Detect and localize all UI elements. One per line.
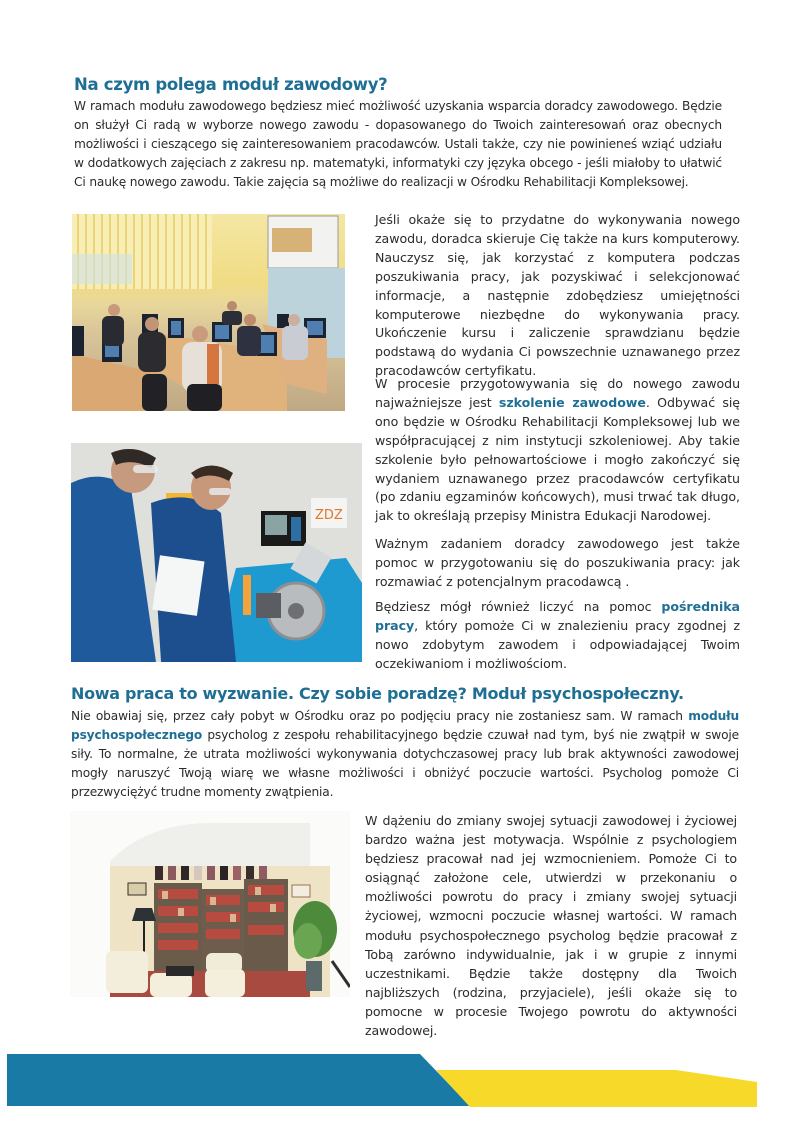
vocational-training-highlight: szkolenie zawodowe [498,394,646,410]
computer-course-paragraph: Jeśli okaże się to przydatne do wykonywania nowego zawodu, doradca skieruje Cię także na kurs komputerowy. Nauczysz się, jak korzystać z komputera podczas poszukiwania pracy, jak pozyskiwać i selekcjonować informacje, a następnie zdobędziesz umiejętności komputerowe niezbędne do wykonywania pracy. Ukończenie kursu i zaliczenie sprawdzianu będzie podstawą do wydania Ci powszechnie uznawanego przez pracodawców certyfikatu. [375,212,740,379]
lathe-training-photo [71,443,362,662]
vocational-training-paragraph [375,375,740,526]
psychosocial-module-highlight: modułu psychospołecznego [71,709,739,742]
footer-blue-stripe [7,1054,470,1106]
section-heading-psychosocial-module: Nowa praca to wyzwanie. Czy sobie poradzę? Moduł psychospołeczny. [71,684,684,703]
vocational-intro-paragraph: W ramach modułu zawodowego będziesz mieć możliwość uzyskania wsparcia doradcy zawodowego. Będzie on służył Ci radą w wyborze nowego zawodu - dopasowanego do Twoich zainteresowań oraz obecnych możliwości i cieszącego się zainteresowaniem pracodawców. Ustali także, czy nie powinieneś wziąć udziału w dodatkowych zajęciach z zakresu np. matematyki, informatyki czy języka obcego - jeśli miałoby to ułatwić Ci naukę nowego zawodu. Takie zajęcia są możliwe do realizacji w Ośrodku Rehabilitacji Kompleksowej. [74,99,722,189]
psychosocial-intro-text-end: psycholog z zespołu rehabilitacyjnego będzie czuwał nad tym, byś nie zwątpił w swoje siły. To normalne, że utrata możliwości wykonywania dotychczasowej pracy lub brak aktywności zawodowej mogły naruszyć Twoją wiarę we własne możliwości i obniżyć poczucie wartości. Psycholog pomoże Ci przezwyciężyć trudne momenty zwątpienia. [71,728,739,799]
psychosocial-intro-text-start: Nie obawiaj się, przez cały pobyt w Ośrodku oraz po podjęciu pracy nie zostaniesz sam. W ramach [71,709,689,723]
job-agent-text-end: , który pomoże Ci w znalezieniu pracy zgodnej z nowo zdobytym zawodem i odpowiadającej Twoim oczekiwaniom i możliwościom. [375,617,740,671]
library-lounge-illustration [70,811,350,997]
psychosocial-intro-paragraph [71,707,739,802]
footer-color-band [0,1050,794,1110]
computer-classroom-illustration [72,214,345,411]
section-heading-vocational-module: Na czym polega moduł zawodowy? [74,75,388,94]
job-agent-text-start: Będziesz mógł również liczyć na pomoc [375,599,662,614]
job-search-paragraph: Ważnym zadaniem doradcy zawodowego jest także pomoc w przygotowaniu się do poszukiwania pracy: jak rozmawiać z potencjalnym pracodawcą . [375,536,740,589]
library-lounge-photo [70,811,350,997]
lathe-training-illustration [71,443,362,662]
footer-yellow-stripe [436,1070,757,1107]
zdz-sign-label: ZDZ [315,508,343,523]
vocational-training-text-start: W procesie przygotowywania się do nowego zawodu najważniejsze jest [375,376,740,410]
vocational-training-text-end: . Odbywać się ono będzie w Ośrodku Rehabilitacji Kompleksowej lub we współpracującej z nim instytucji szkoleniowej. Aby takie szkolenie było pełnowartościowe i mogło zakończyć się wydaniem uznawanego przez pracodawców certyfikatu (po zdaniu egzaminów końcowych), musi trwać tak długo, jak to określają przepisy Ministra Edukacji Narodowej. [375,394,740,524]
job-agent-paragraph [375,598,740,674]
job-agent-highlight: pośrednika pracy [375,599,740,633]
computer-classroom-photo [72,214,345,411]
motivation-paragraph: W dążeniu do zmiany swojej sytuacji zawodowej i życiowej bardzo ważna jest motywacja. Wspólnie z psychologiem będziesz pracował nad jej wzmocnieniem. Pomoże Ci to osiągnąć założone cele, utwierdzi w przekonaniu o możliwości powrotu do pracy i zmiany swojej sytuacji życiowej, wzmocni poczucie własnej wartości. W ramach modułu psychospołecznego psycholog będzie pracował z Tobą zarówno indywidualnie, jak i w grupie z innymi uczestnikami. Będzie także dostępny dla Twoich najbliższych (rodzina, przyjaciele), jeśli okaże się to pomocne w procesie Twojego powrotu do aktywności zawodowej. [365,813,737,1039]
